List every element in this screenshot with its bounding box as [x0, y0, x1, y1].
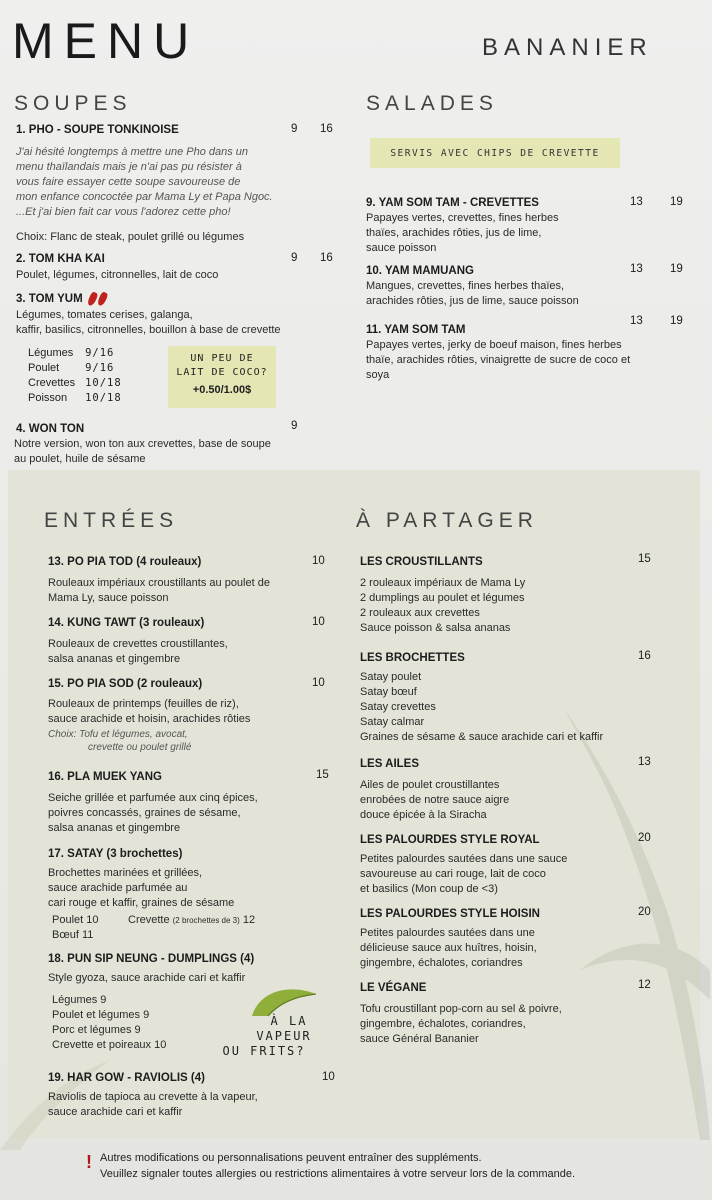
price-small: 13	[630, 196, 643, 208]
item-satay-desc	[48, 866, 234, 911]
price-large: 19	[670, 315, 683, 327]
item-satay-name: 17. SATAY (3 brochettes)	[48, 848, 183, 860]
item-wonton-price: 9	[291, 420, 298, 432]
story-line: ...Et j'ai bien fait car vous l'adorez cette pho!	[16, 206, 231, 218]
item-tomyum-desc	[16, 308, 281, 338]
story-line: menu thaïlandais mais je n'ai pas pu résister à	[16, 161, 242, 173]
chili-pepper-icon	[86, 291, 98, 307]
row-price: 10/18	[85, 377, 122, 389]
desc-line: 2 dumplings au poulet et légumes	[360, 592, 525, 604]
row-label: Poulet	[28, 362, 60, 374]
desc-line: gingembre, échalotes, coriandres	[360, 957, 523, 969]
desc-line: gingembre, échalotes, coriandres,	[360, 1018, 526, 1030]
story-line: J'ai hésité longtemps à mettre une Pho dans un	[16, 146, 249, 158]
item-yammamuang-name: 10. YAM MAMUANG	[366, 265, 474, 277]
item-yamsomtam-desc	[366, 338, 630, 383]
brand-name: BANANIER	[482, 34, 653, 61]
desc-line: cari rouge et kaffir, graines de sésame	[48, 897, 235, 909]
desc-line: Rouleaux de printemps (feuilles de riz),	[48, 698, 239, 710]
item-croustillants-name: LES CROUSTILLANTS	[360, 556, 483, 568]
desc-line: Rouleaux impériaux croustillants au poulet de	[48, 577, 270, 589]
option-line: Légumes 9	[52, 994, 107, 1006]
item-tomkhakai-name: 2. TOM KHA KAI	[16, 253, 105, 265]
row-price: 9/16	[85, 362, 115, 374]
item-price: 10	[322, 1071, 335, 1083]
item-yammamuang-desc	[366, 279, 579, 309]
price-small: 13	[630, 315, 643, 327]
price-small: 13	[630, 263, 643, 275]
option-line: Porc et légumes 9	[52, 1024, 141, 1036]
footer-notes	[100, 1150, 575, 1182]
desc-line: Tofu croustillant pop-corn au sel & poivre,	[360, 1003, 562, 1015]
desc-line: Mangues, crevettes, fines herbes thaïes,	[366, 280, 565, 292]
footer-line: Autres modifications ou personnalisations peuvent entraîner des suppléments.	[100, 1152, 482, 1164]
satay-crevette-price: 12	[242, 914, 256, 926]
item-yamsomtam-crevettes-name: 9. YAM SOM TAM - CREVETTES	[366, 197, 539, 209]
item-popiatod-desc	[48, 576, 270, 606]
item-ailes-desc	[360, 778, 509, 823]
item-dumplings-desc: Style gyoza, sauce arachide cari et kaffir	[48, 972, 246, 984]
section-title-salades: SALADES	[366, 92, 498, 115]
desc-line: Sauce poisson & salsa ananas	[360, 622, 511, 634]
coco-question-2: LAIT DE COCO?	[176, 367, 268, 378]
desc-line: Seiche grillée et parfumée aux cinq épices,	[48, 792, 258, 804]
desc-line: sauce arachide et hoisin, arachides rôties	[48, 713, 251, 725]
desc-line: sauce Général Bananier	[360, 1033, 479, 1045]
item-price: 13	[638, 756, 651, 768]
desc-line: thaïes, arachides rôties, jus de lime,	[366, 227, 542, 239]
section-title-partager: À PARTAGER	[356, 509, 538, 532]
item-price: 15	[316, 769, 329, 781]
row-label: Légumes	[28, 347, 74, 359]
desc-line: enrobées de notre sauce aigre	[360, 794, 510, 806]
item-vegane-name: LE VÉGANE	[360, 982, 427, 994]
item-tomyum-name	[16, 292, 106, 306]
item-pho-story	[16, 145, 336, 220]
item-plamuekyang-name: 16. PLA MUEK YANG	[48, 771, 162, 783]
price-large: 19	[670, 196, 683, 208]
item-tomkhakai-desc: Poulet, légumes, citronnelles, lait de coco	[16, 269, 219, 281]
desc-line: Rouleaux de crevettes croustillantes,	[48, 638, 228, 650]
desc-line: Légumes, tomates cerises, galanga,	[16, 309, 193, 321]
desc-line: et basilics (Mon coup de <3)	[360, 883, 498, 895]
item-palourdes-royal-name: LES PALOURDES STYLE ROYAL	[360, 834, 540, 846]
item-tomkhakai-price-small: 9	[291, 252, 298, 264]
desc-line: sauce arachide parfumée au	[48, 882, 188, 894]
table-row	[28, 391, 132, 406]
item-wonton-name: 4. WON TON	[16, 423, 85, 435]
chili-pepper-icon	[96, 291, 108, 307]
item-tomyum-label: 3. TOM YUM	[16, 293, 83, 306]
item-croustillants-desc	[360, 576, 525, 636]
coco-question-1: UN PEU DE	[190, 353, 254, 364]
tomyum-price-table	[28, 346, 132, 406]
row-price: 9/16	[85, 347, 115, 359]
desc-line: sauce arachide cari et kaffir	[48, 1106, 183, 1118]
satay-crevette-note: (2 brochettes de 3)	[172, 916, 240, 925]
vapeur-line: À LA	[270, 1014, 308, 1028]
item-popiatod-name: 13. PO PIA TOD (4 rouleaux)	[48, 556, 202, 568]
desc-line: Petites palourdes sautées dans une sauce	[360, 853, 568, 865]
item-price: 12	[638, 979, 651, 991]
steamed-or-fried-note	[214, 1014, 314, 1059]
desc-line: 2 rouleaux aux crevettes	[360, 607, 480, 619]
item-price: 16	[638, 650, 651, 662]
item-pho-name: 1. PHO - SOUPE TONKINOISE	[16, 124, 179, 136]
item-pho-price-small: 9	[291, 123, 298, 135]
alert-icon: !	[86, 1152, 92, 1172]
desc-line: Raviolis de tapioca au crevette à la vapeur,	[48, 1091, 258, 1103]
item-kungtawt-desc	[48, 637, 228, 667]
item-hargow-name: 19. HAR GOW - RAVIOLIS (4)	[48, 1072, 205, 1084]
item-vegane-desc	[360, 1002, 562, 1047]
row-label: Poisson	[28, 392, 68, 404]
item-yamsomtam-name: 11. YAM SOM TAM	[366, 324, 466, 336]
desc-line: Satay crevettes	[360, 701, 436, 713]
item-wonton-desc	[14, 437, 271, 467]
desc-line: Brochettes marinées et grillées,	[48, 867, 203, 879]
desc-line: 2 rouleaux impériaux de Mama Ly	[360, 577, 526, 589]
satay-boeuf: Bœuf 11	[52, 929, 94, 941]
coconut-milk-note	[168, 346, 276, 408]
table-row	[28, 376, 132, 391]
shrimp-chips-note: SERVIS AVEC CHIPS DE CREVETTE	[370, 138, 620, 168]
footer-line: Veuillez signaler toutes allergies ou restrictions alimentaires à votre serveur lors de la commande.	[100, 1168, 576, 1180]
option-line: Crevette et poireaux 10	[52, 1039, 167, 1051]
item-price: 20	[638, 832, 651, 844]
item-plamuekyang-desc	[48, 791, 258, 836]
banana-leaf-icon	[250, 984, 320, 1018]
item-pho-price-large: 16	[320, 123, 333, 135]
satay-crevette	[128, 913, 255, 928]
item-pho-choice: Choix: Flanc de steak, poulet grillé ou légumes	[16, 231, 245, 243]
table-row	[28, 346, 132, 361]
desc-line: salsa ananas et gingembre	[48, 653, 181, 665]
desc-line: Satay calmar	[360, 716, 425, 728]
desc-line: savoureuse au cari rouge, lait de coco	[360, 868, 546, 880]
desc-line: Papayes vertes, crevettes, fines herbes	[366, 212, 559, 224]
desc-line: thaïe, arachides rôties, vinaigrette de sucre de coco et	[366, 354, 631, 366]
item-price: 20	[638, 906, 651, 918]
item-popiasod-choice	[48, 728, 191, 754]
coco-price: +0.50/1.00$	[192, 384, 252, 396]
desc-line: sauce poisson	[366, 242, 437, 254]
desc-line: Satay poulet	[360, 671, 422, 683]
item-tomkhakai-price-large: 16	[320, 252, 333, 264]
item-price: 10	[312, 555, 325, 567]
vapeur-line: VAPEUR	[256, 1029, 312, 1043]
desc-line: salsa ananas et gingembre	[48, 822, 181, 834]
desc-line: arachides rôties, jus de lime, sauce poisson	[366, 295, 579, 307]
item-price: 15	[638, 553, 651, 565]
desc-line: Graines de sésame & sauce arachide cari et kaffir	[360, 731, 604, 743]
item-ailes-name: LES AILES	[360, 758, 419, 770]
dumplings-options	[52, 993, 166, 1053]
desc-line: kaffir, basilics, citronnelles, bouillon à base de crevette	[16, 324, 281, 336]
row-price: 10/18	[85, 392, 122, 404]
item-palourdes-royal-desc	[360, 852, 567, 897]
item-kungtawt-name: 14. KUNG TAWT (3 rouleaux)	[48, 617, 205, 629]
row-label: Crevettes	[28, 377, 76, 389]
price-large: 19	[670, 263, 683, 275]
item-brochettes-desc	[360, 670, 603, 745]
banana-leaf-icon	[560, 700, 710, 1140]
satay-crevette-label: Crevette	[128, 914, 170, 926]
section-title-entrees: ENTRÉES	[44, 509, 179, 532]
option-line: Poulet et légumes 9	[52, 1009, 150, 1021]
desc-line: soya	[366, 369, 390, 381]
story-line: vous faire essayer cette soupe savoureuse de	[16, 176, 241, 188]
menu-title: MENU	[12, 13, 200, 69]
desc-line: douce épicée à la Siracha	[360, 809, 487, 821]
desc-line: Notre version, won ton aux crevettes, base de soupe	[14, 438, 271, 450]
item-popiasod-name: 15. PO PIA SOD (2 rouleaux)	[48, 678, 203, 690]
desc-line: Petites palourdes sautées dans une	[360, 927, 535, 939]
item-hargow-desc	[48, 1090, 258, 1120]
item-brochettes-name: LES BROCHETTES	[360, 652, 465, 664]
desc-line: poivres concassés, graines de sésame,	[48, 807, 241, 819]
choice-line: crevette ou poulet grillé	[88, 742, 192, 753]
satay-poulet: Poulet 10	[52, 914, 99, 926]
choice-line: Choix: Tofu et légumes, avocat,	[48, 729, 188, 740]
item-price: 10	[312, 616, 325, 628]
item-dumplings-name: 18. PUN SIP NEUNG - DUMPLINGS (4)	[48, 953, 255, 965]
story-line: mon enfance concoctée par Mama Ly et Papa Ngoc.	[16, 191, 273, 203]
vapeur-line: OU FRITS?	[222, 1044, 306, 1058]
section-title-soupes: SOUPES	[14, 92, 132, 115]
item-price: 10	[312, 677, 325, 689]
desc-line: délicieuse sauce aux huîtres, hoisin,	[360, 942, 537, 954]
desc-line: Mama Ly, sauce poisson	[48, 592, 169, 604]
desc-line: Ailes de poulet croustillantes	[360, 779, 500, 791]
item-palourdes-hoisin-desc	[360, 926, 537, 971]
table-row	[28, 361, 132, 376]
desc-line: Satay bœuf	[360, 686, 417, 698]
item-yamsomtam-crevettes-desc	[366, 211, 559, 256]
item-palourdes-hoisin-name: LES PALOURDES STYLE HOISIN	[360, 908, 540, 920]
desc-line: au poulet, huile de sésame	[14, 453, 146, 465]
item-popiasod-desc	[48, 697, 250, 727]
desc-line: Papayes vertes, jerky de boeuf maison, fines herbes	[366, 339, 622, 351]
